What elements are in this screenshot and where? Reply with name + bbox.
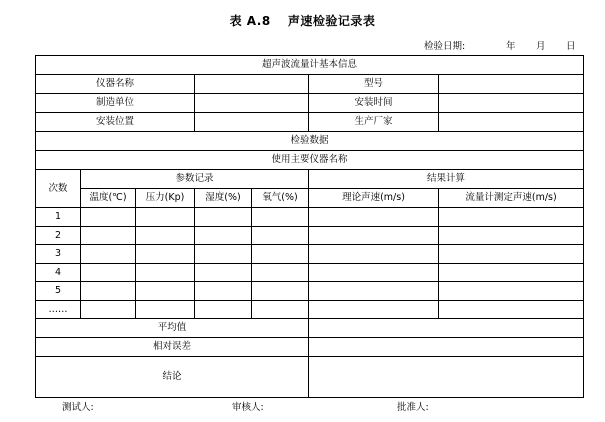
cell xyxy=(195,226,252,245)
cell xyxy=(439,282,584,301)
cell xyxy=(439,300,584,319)
relative-error-value xyxy=(309,338,584,357)
cell xyxy=(136,263,195,282)
cell xyxy=(309,300,439,319)
cell xyxy=(309,208,439,227)
cell xyxy=(195,300,252,319)
signature-line xyxy=(0,399,605,413)
table-row xyxy=(36,245,584,264)
cell xyxy=(136,245,195,264)
producer-value xyxy=(439,113,584,132)
cell xyxy=(81,208,136,227)
manufacturer-label: 制造单位 xyxy=(36,94,195,113)
table-row xyxy=(36,300,584,319)
install-location-value xyxy=(195,113,309,132)
cell xyxy=(252,282,309,301)
manufacturer-value xyxy=(195,94,309,113)
times-header: 次数 xyxy=(36,170,81,208)
cell xyxy=(252,245,309,264)
row-number: 5 xyxy=(36,282,81,301)
cell xyxy=(81,245,136,264)
date-year: 年 xyxy=(506,41,516,52)
install-time-label: 安装时间 xyxy=(309,94,439,113)
section-header-instruments xyxy=(36,151,584,170)
conclusion-value xyxy=(309,357,584,398)
theoretical-speed-header: 理论声速(m/s) xyxy=(309,189,439,208)
cell xyxy=(309,226,439,245)
record-table xyxy=(35,55,584,398)
temperature-header: 温度(℃) xyxy=(81,189,136,208)
date-month: 月 xyxy=(536,41,546,52)
cell xyxy=(81,282,136,301)
cell xyxy=(439,226,584,245)
model-label: 型号 xyxy=(309,75,439,94)
basic-info-row xyxy=(36,94,584,113)
cell xyxy=(81,263,136,282)
table-row xyxy=(36,282,584,301)
humidity-header: 湿度(%) xyxy=(195,189,252,208)
row-number: …… xyxy=(36,300,81,319)
cell xyxy=(81,226,136,245)
cell xyxy=(309,263,439,282)
cell xyxy=(439,245,584,264)
cell xyxy=(136,226,195,245)
cell xyxy=(195,282,252,301)
document-title: 表 A.8 声速检验记录表 xyxy=(229,14,376,28)
cell xyxy=(195,263,252,282)
basic-info-row xyxy=(36,113,584,132)
average-row xyxy=(36,319,584,338)
relative-error-row xyxy=(36,338,584,357)
section-header-basic xyxy=(36,56,584,75)
row-number: 2 xyxy=(36,226,81,245)
results-header: 结果计算 xyxy=(309,170,584,189)
column-header xyxy=(36,189,584,208)
model-value xyxy=(439,75,584,94)
tester-label: 测试人: xyxy=(62,402,94,413)
cell xyxy=(252,226,309,245)
basic-info-header: 超声波流量计基本信息 xyxy=(36,56,584,75)
cell xyxy=(195,245,252,264)
column-group-header xyxy=(36,170,584,189)
producer-label: 生产厂家 xyxy=(309,113,439,132)
conclusion-label: 结论 xyxy=(36,357,309,398)
params-header: 参数记录 xyxy=(81,170,309,189)
basic-info-row xyxy=(36,75,584,94)
install-location-label: 安装位置 xyxy=(36,113,195,132)
instrument-name-label: 仪器名称 xyxy=(36,75,195,94)
pressure-header: 压力(Kp) xyxy=(136,189,195,208)
cell xyxy=(252,208,309,227)
cell xyxy=(309,282,439,301)
cell xyxy=(252,300,309,319)
table-row xyxy=(36,226,584,245)
cell xyxy=(309,245,439,264)
table-row xyxy=(36,263,584,282)
cell xyxy=(136,300,195,319)
table-row xyxy=(36,208,584,227)
row-number: 3 xyxy=(36,245,81,264)
gas-header: 氧气(%) xyxy=(252,189,309,208)
section-header-test xyxy=(36,132,584,151)
cell xyxy=(136,208,195,227)
test-data-header: 检验数据 xyxy=(36,132,584,151)
install-time-value xyxy=(439,94,584,113)
cell xyxy=(136,282,195,301)
approver-label: 批准人: xyxy=(397,402,429,413)
relative-error-label: 相对误差 xyxy=(36,338,309,357)
reviewer-label: 审核人: xyxy=(232,402,264,413)
average-value xyxy=(309,319,584,338)
cell xyxy=(439,208,584,227)
cell xyxy=(439,263,584,282)
cell xyxy=(195,208,252,227)
cell xyxy=(252,263,309,282)
conclusion-row xyxy=(36,357,584,398)
date-label: 检验日期: xyxy=(424,41,466,52)
row-number: 1 xyxy=(36,208,81,227)
cell xyxy=(81,300,136,319)
instruments-header: 使用主要仪器名称 xyxy=(36,151,584,170)
row-number: 4 xyxy=(36,263,81,282)
instrument-name-value xyxy=(195,75,309,94)
average-label: 平均值 xyxy=(36,319,309,338)
date-day: 日 xyxy=(566,41,576,52)
measured-speed-header: 流量计测定声速(m/s) xyxy=(439,189,584,208)
